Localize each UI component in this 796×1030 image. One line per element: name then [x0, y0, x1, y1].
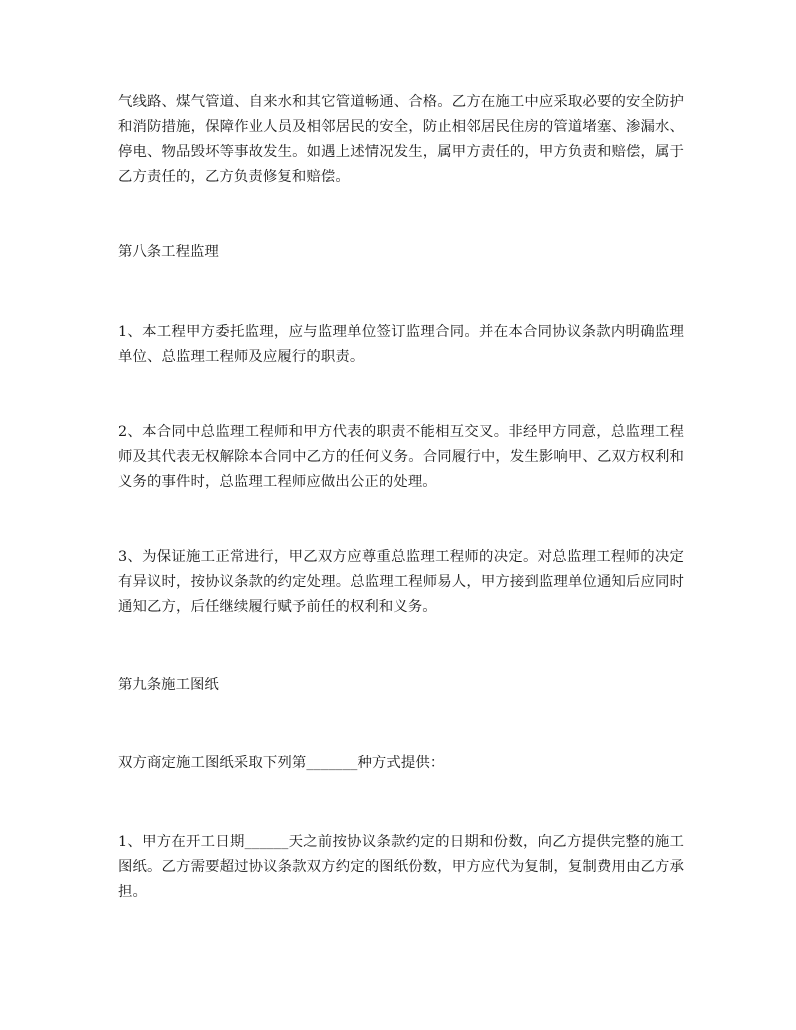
paragraph-9-1: 1、甲方在开工日期______天之前按协议条款约定的日期和份数，向乙方提供完整的施工图纸。乙方需要超过协议条款双方约定的图纸份数，甲方应代为复制，复制费用由乙方承担。 [118, 834, 684, 900]
heading-article-8: 第八条工程监理 [118, 244, 219, 260]
paragraph-8-1: 1、本工程甲方委托监理，应与监理单位签订监理合同。并在本合同协议条款内明确监理单位、总监理工程师及应履行的职责。 [118, 324, 684, 365]
paragraph-8-3: 3、为保证施工正常进行，甲乙双方应尊重总监理工程师的决定。对总监理工程师的决定有异议时，按协议条款的约定处理。总监理工程师易人，甲方接到监理单位通知后应同时通知乙方，后任继续履行赋予前任的权利和义务。 [118, 549, 684, 615]
paragraph-9-intro: 双方商定施工图纸采取下列第_______种方式提供： [118, 755, 445, 771]
paragraph-intro: 气线路、煤气管道、自来水和其它管道畅通、合格。乙方在施工中应采取必要的安全防护和消防措施，保障作业人员及相邻居民的安全，防止相邻居民住房的管道堵塞、渗漏水、停电、物品毁坏等事故发生。如遇上述情况发生，属甲方责任的，甲方负责和赔偿，属于乙方责任的，乙方负责修复和赔偿。 [118, 94, 684, 185]
paragraph-8-2: 2、本合同中总监理工程师和甲方代表的职责不能相互交叉。非经甲方同意，总监理工程师及其代表无权解除本合同中乙方的任何义务。合同履行中，发生影响甲、乙双方权利和义务的事件时，总监理工程师应做出公正的处理。 [118, 424, 684, 490]
heading-article-9: 第九条施工图纸 [118, 677, 219, 693]
